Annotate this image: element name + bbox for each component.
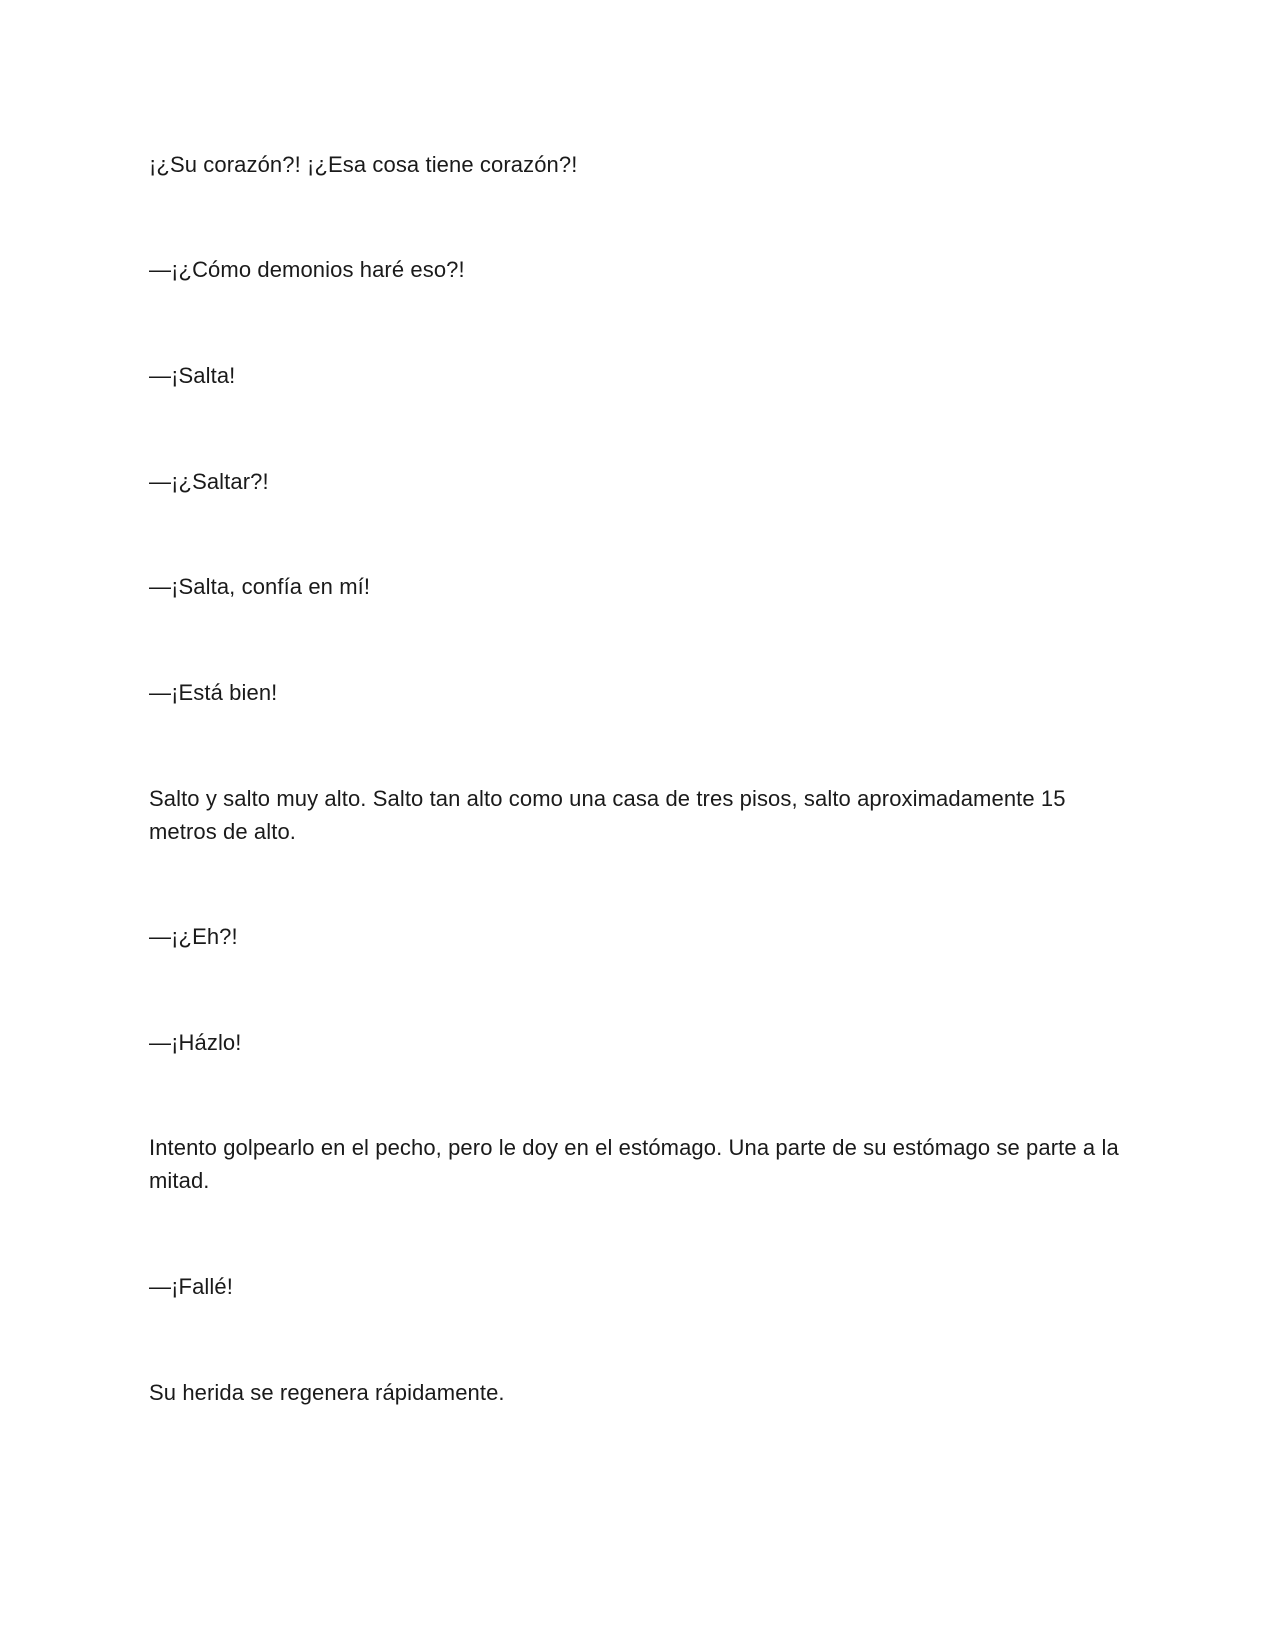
paragraph-8: —¡¿Eh?!	[149, 924, 238, 949]
paragraph-9: —¡Házlo!	[149, 1030, 242, 1055]
paragraph-6: —¡Está bien!	[149, 680, 278, 705]
paragraph-12: Su herida se regenera rápidamente.	[149, 1380, 505, 1405]
paragraph-11: —¡Fallé!	[149, 1274, 233, 1299]
paragraph-7: Salto y salto muy alto. Salto tan alto como una casa de tres pisos, salto aproximadamente 15 metros de alto.	[149, 786, 1066, 844]
paragraph-1: ¡¿Su corazón?! ¡¿Esa cosa tiene corazón?!	[149, 152, 578, 177]
paragraph-3: —¡Salta!	[149, 363, 236, 388]
paragraph-10: Intento golpearlo en el pecho, pero le doy en el estómago. Una parte de su estómago se parte a la mitad.	[149, 1135, 1119, 1193]
paragraph-4: —¡¿Saltar?!	[149, 469, 269, 494]
paragraph-2: —¡¿Cómo demonios haré eso?!	[149, 257, 465, 282]
paragraph-5: —¡Salta, confía en mí!	[149, 574, 371, 599]
